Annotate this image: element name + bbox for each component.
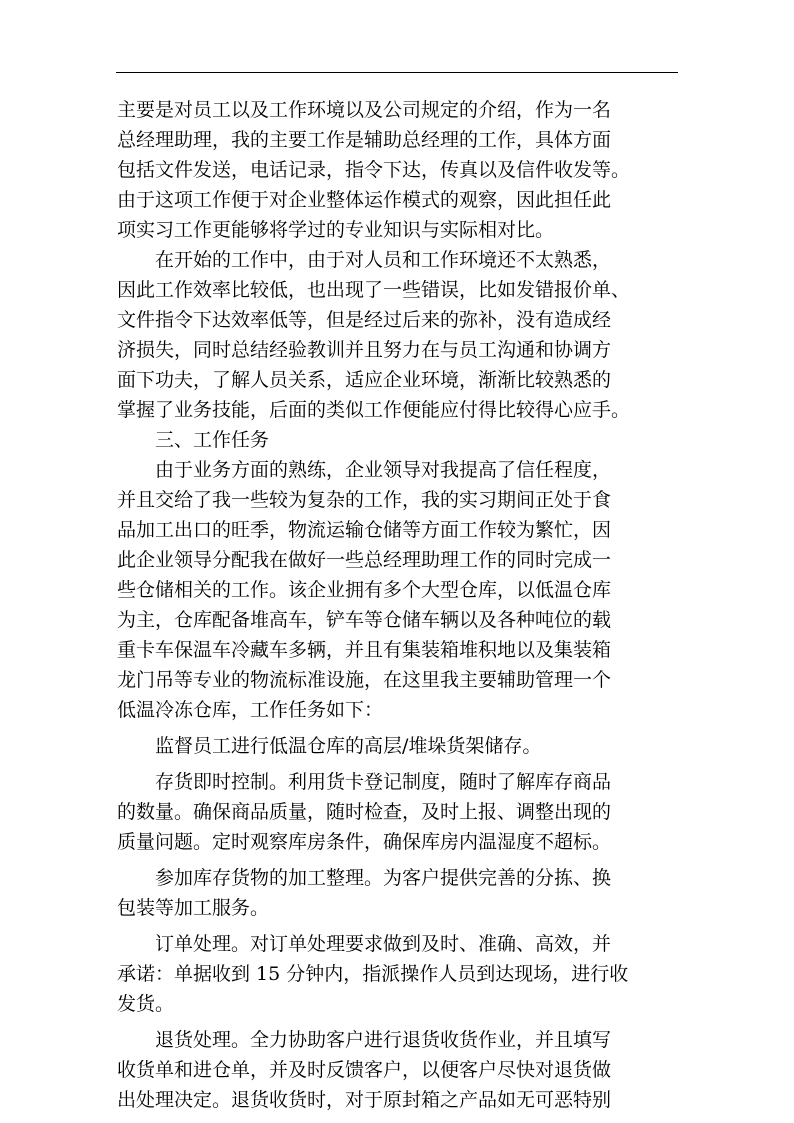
text-line: 面下功夫，了解人员关系，适应企业环境，渐渐比较熟悉的	[117, 369, 612, 391]
text-line: 订单处理。对订单处理要求做到及时、准确、高效，并	[155, 933, 612, 955]
text-line: 出处理决定。退货收货时，对于原封箱之产品如无可恶特别	[117, 1089, 612, 1111]
text-line: 承诺：单据收到 15 分钟内，指派操作人员到达现场，进行收	[117, 963, 629, 985]
text-line: 为主，仓库配备堆高车，铲车等仓储车辆以及各种吨位的载	[117, 609, 612, 631]
text-line: 主要是对员工以及工作环境以及公司规定的介绍，作为一名	[117, 99, 612, 121]
text-line: 并且交给了我一些较为复杂的工作，我的实习期间正处于食	[117, 489, 612, 511]
text-line: 掌握了业务技能，后面的类似工作便能应付得比较得心应手。	[117, 399, 631, 421]
text-line: 三、工作任务	[155, 429, 270, 451]
text-line: 的数量。确保商品质量，随时检查，及时上报、调整出现的	[117, 801, 612, 823]
text-line: 包括文件发送，电话记录，指令下达，传真以及信件收发等。	[117, 159, 631, 181]
text-line: 因此工作效率比较低，也出现了一些错误，比如发错报价单、	[117, 279, 631, 301]
header-rule	[116, 72, 678, 73]
text-line: 总经理助理，我的主要工作是辅助总经理的工作，具体方面	[117, 129, 612, 151]
text-line: 些仓储相关的工作。该企业拥有多个大型仓库，以低温仓库	[117, 579, 612, 601]
text-line: 文件指令下达效率低等，但是经过后来的弥补，没有造成经	[117, 309, 612, 331]
text-line: 退货处理。全力协助客户进行退货收货作业，并且填写	[155, 1029, 612, 1051]
text-line: 由于这项工作便于对企业整体运作模式的观察，因此担任此	[117, 189, 612, 211]
text-line: 发货。	[117, 993, 175, 1015]
text-line: 此企业领导分配我在做好一些总经理助理工作的同时完成一	[117, 549, 612, 571]
text-line: 质量问题。定时观察库房条件，确保库房内温湿度不超标。	[117, 831, 612, 853]
text-line: 龙门吊等专业的物流标准设施，在这里我主要辅助管理一个	[117, 669, 612, 691]
text-line: 包装等加工服务。	[117, 897, 270, 919]
text-line: 由于业务方面的熟练，企业领导对我提高了信任程度，	[155, 459, 612, 481]
text-line: 在开始的工作中，由于对人员和工作环境还不太熟悉，	[155, 249, 612, 271]
text-line: 收货单和进仓单，并及时反馈客户，以便客户尽快对退货做	[117, 1059, 612, 1081]
text-line: 存货即时控制。利用货卡登记制度，随时了解库存商品	[155, 771, 612, 793]
document-body	[117, 95, 679, 1115]
text-line: 重卡车保温车冷藏车多辆，并且有集装箱堆积地以及集装箱	[117, 639, 612, 661]
text-line: 低温冷冻仓库，工作任务如下：	[117, 699, 384, 721]
text-line: 参加库存货物的加工整理。为客户提供完善的分拣、换	[155, 867, 612, 889]
text-line: 项实习工作更能够将学过的专业知识与实际相对比。	[117, 219, 555, 241]
text-line: 监督员工进行低温仓库的高层/堆垛货架储存。	[155, 735, 542, 757]
text-line: 济损失，同时总结经验教训并且努力在与员工沟通和协调方	[117, 339, 612, 361]
text-line: 品加工出口的旺季，物流运输仓储等方面工作较为繁忙，因	[117, 519, 612, 541]
